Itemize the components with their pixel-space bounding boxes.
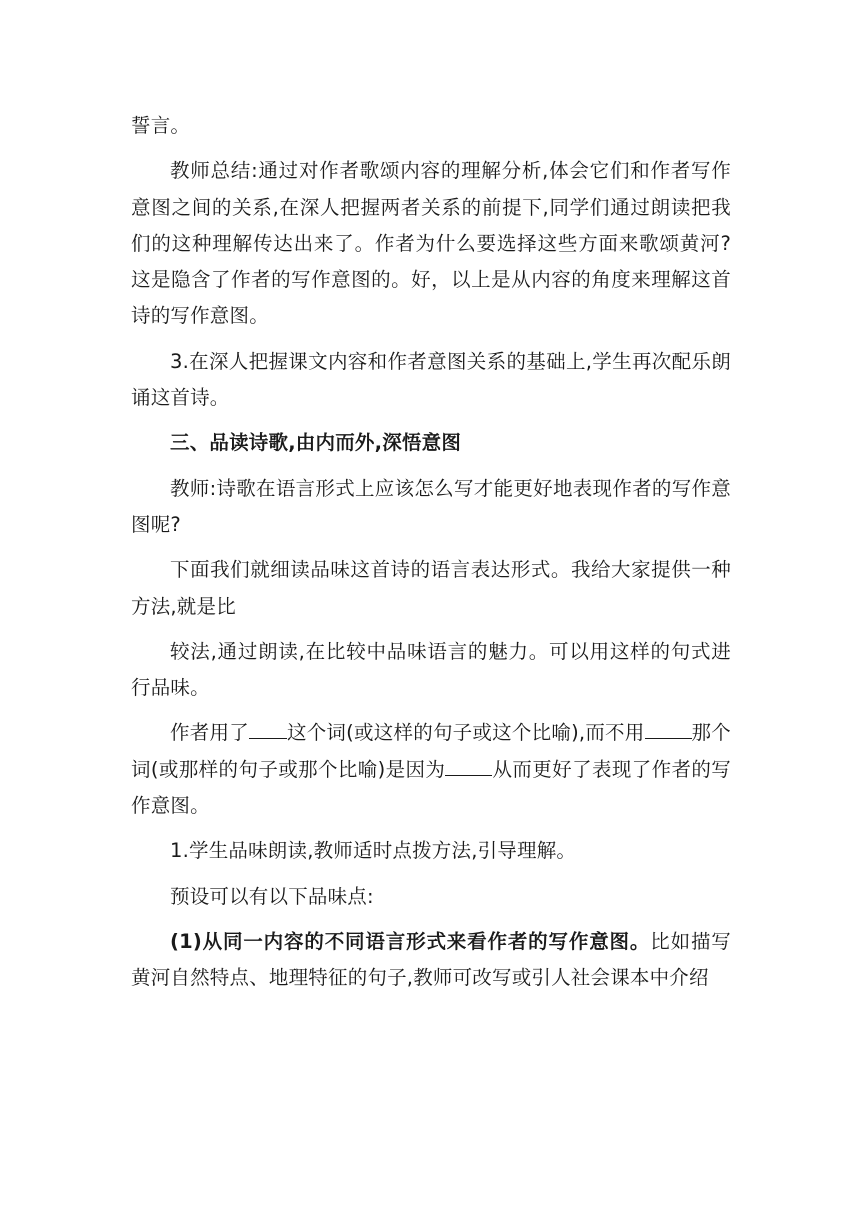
pattern-text-4: 从而更好了表现了作者的写作意图。 [131,757,731,818]
paragraph-teacher-question: 教师:诗歌在语言形式上应该怎么写才能更好地表现作者的写作意图呢? [131,476,731,536]
pattern-text-1: 作者用了 [170,721,249,745]
fill-blank-1 [249,718,287,739]
section-heading: 三、品读诗歌,由内而外,深悟意图 [170,431,462,455]
paragraph-method-intro: 下面我们就细读品味这首诗的语言表达形式。我给大家提供一种方法,就是比 [131,558,731,618]
point-1-bold-lead: (1)从同一内容的不同语言形式来看作者的写作意图。 [170,929,651,953]
document-body [131,108,731,997]
paragraph-comparison-method: 较法,通过朗读,在比较中品味语言的魅力。可以用这样的句式进行品味。 [131,639,731,700]
fill-blank-3 [445,754,492,775]
point-1-text: 比如描写黄河自然特点、地理特征的句子,教师可改写或引人社会课本中介绍 [131,929,731,990]
pattern-text-2: 这个词(或这样的句子或这个比喻),而不用 [286,721,645,745]
paragraph-point-1 [131,924,731,997]
fill-blank-2 [645,718,692,739]
paragraph-preset-points: 预设可以有以下品味点: [170,884,374,908]
paragraph-step-3: 3.在深人把握课文内容和作者意图关系的基础上,学生再次配乐朗诵这首诗。 [131,349,731,410]
paragraph-teacher-summary: 教师总结:通过对作者歌颂内容的理解分析,体会它们和作者写作意图之间的关系,在深人把握两者关系的前提下,同学们通过朗读把我们的这种理解传达出来了。作者为什么要选择这些方面来歌颂黄河?这是隐含了作者的写作意图的。好，以上是从内容的角度来理解这首诗的写作意图。 [131,159,731,328]
paragraph-step-1: 1.学生品味朗读,教师适时点拨方法,引导理解。 [170,839,577,863]
paragraph-continuation: 誓言。 [131,114,191,137]
pattern-text-3: 那个词(或那样的句子或那个比喻)是因为 [131,721,731,781]
paragraph-sentence-pattern [131,715,731,824]
